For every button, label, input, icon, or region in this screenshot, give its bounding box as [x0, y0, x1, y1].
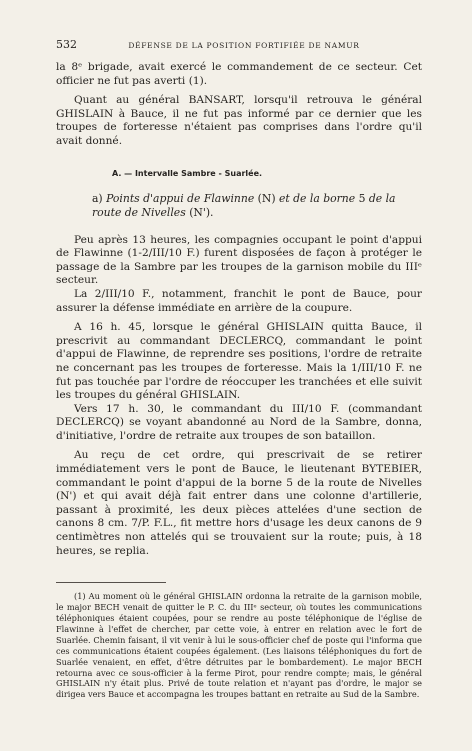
- subheading-part-2: (N): [257, 191, 276, 205]
- section-heading: A. — Intervalle Sambre - Suarlée.: [112, 168, 263, 178]
- running-head: [56, 38, 422, 51]
- body-paragraph: A 16 h. 45, lorsque le général GHISLAIN quitta Bauce, il prescrivit au commandant DECLERCQ, commandant le point d'appui de Flawinne, de reprendre ses positions, l'ordre de retraite ne concernant pas les troupes de forteresse. Mais la 1/III/10 F. ne fut pas touchée par l'ordre de réoccuper les tranchées et elle suivit les troupes du général GHISLAIN.: [56, 321, 422, 402]
- footnote: (1) Au moment où le général GHISLAIN ordonna la retraite de la garnison mobile, le major BECH venait de quitter le P. C. du IIIᵉ secteur, où toutes les communications téléphoniques étaient coupées, pour se rendre au poste téléphonique de l'église de Flawinne à l'effet de chercher, par cette voie, à entrer en relation avec le fort de Suarlée. Chemin faisant, il vit venir à lui le sous-officier chef de poste qui l'informa que ces communications étaient coupées également. (Les liaisons téléphoniques du fort de Suarlée venaient, en effet, d'être détruites par le bombardement). Le major BECH retourna avec ce sous-officier à la ferme Pirot, pour rendre compte; mais, le général GHISLAIN n'y était plus. Privé de toute relation et n'ayant pas d'ordre, le major se dirigea vers Bauce et accompagna les troupes battant en retraite au Sud de la Sambre.: [56, 591, 422, 700]
- body-paragraph: Peu après 13 heures, les compagnies occupant le point d'appui de Flawinne (1-2/III/10 F.) furent disposées de façon à protéger le passage de la Sambre par les troupes de la garnison mobile du IIIᵉ secteur.: [56, 233, 422, 287]
- subheading-part-5: de la route de Nivelles: [92, 191, 396, 219]
- subheading-part-4: 5: [358, 191, 366, 205]
- footnote-divider: [56, 582, 166, 583]
- running-title: DÉFENSE DE LA POSITION FORTIFIÉE DE NAMUR: [128, 41, 360, 50]
- footnotes: [56, 591, 422, 700]
- body-paragraph: La 2/III/10 F., notamment, franchit le pont de Bauce, pour assurer la défense immédiate en arrière de la coupure.: [56, 287, 422, 314]
- page-number: 532: [56, 38, 77, 51]
- body-paragraph: Au reçu de cet ordre, qui prescrivait de se retirer immédiatement vers le pont de Bauce, le lieutenant BYTEBIER, commandant le point d'appui de la borne 5 de la route de Nivelles (N') et qui avait déjà fait entrer dans une colonne d'artillerie, passant à proximité, les deux pièces attelées d'une section de canons 8 cm. 7/P. F.L., fit mettre hors d'usage les deux canons de 9 centimètres non attelés qui se trouvaient sur la route; puis, à 18 heures, se replia.: [56, 449, 422, 557]
- paragraph-bansart: Quant au général BANSART, lorsqu'il retrouva le général GHISLAIN à Bauce, il ne fut pas informé par ce dernier que les troupes de forteresse n'étaient pas comprises dans l'ordre qu'il avait donné.: [56, 94, 422, 147]
- subheading-label: a): [92, 191, 103, 205]
- subheading: [92, 192, 422, 220]
- subheading-part-3: et de la borne: [278, 191, 356, 205]
- subheading-part-1: Points d'appui de Flawinne: [106, 191, 255, 205]
- paragraph-continuation: la 8ᵉ brigade, avait exercé le commandement de ce secteur. Cet officier ne fut pas averti (1).: [56, 61, 422, 87]
- subheading-part-6: (N').: [189, 205, 214, 219]
- body-paragraph: Vers 17 h. 30, le commandant du III/10 F. (commandant DECLERCQ) se voyant abandonné au Nord de la Sambre, donna, d'initiative, l'ordre de retraite aux troupes de son bataillon.: [56, 402, 422, 442]
